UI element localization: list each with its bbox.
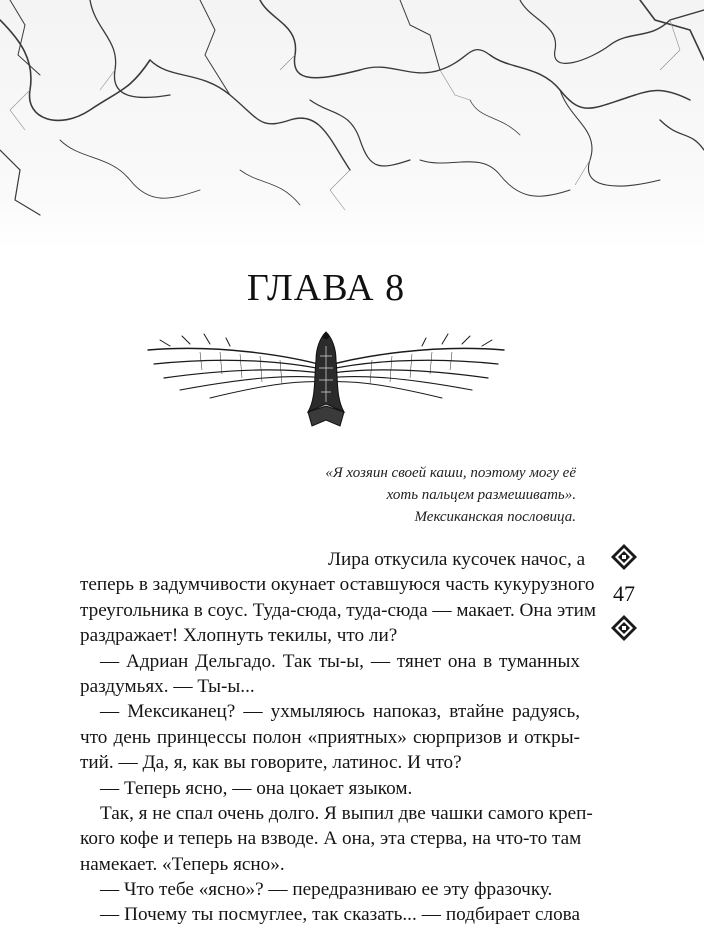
text-line: раздражает! Хлопнуть текилы, что ли? (80, 625, 398, 647)
marble-texture-header (0, 0, 704, 250)
epigraph (236, 462, 576, 528)
text-line: раздумьях. — Ты-ы... (80, 675, 255, 697)
text-line: теперь в задумчивости окунает оставшуюся часть кукурузного (80, 574, 595, 596)
text-line: намекает. «Теперь ясно». (80, 853, 285, 875)
text-line: Так, я не спал очень долго. Я выпил две чашки самого креп- (100, 802, 593, 824)
ornament-top-icon (611, 544, 637, 570)
chapter-body-text (80, 547, 597, 928)
text-line: тий. — Да, я, как вы говорите, латинос. И что? (80, 752, 462, 774)
ornament-bottom-icon (611, 615, 637, 641)
epigraph-line: хоть пальцем размешивать». (386, 487, 576, 503)
chapter-title: ГЛАВА 8 (246, 267, 406, 309)
eagle-illustration (140, 326, 512, 430)
page-number: 47 (613, 581, 635, 606)
text-line: — Мексиканец? — ухмыляюсь напоказ, втайне радуясь, (100, 701, 580, 723)
text-line: — Почему ты посмуглее, так сказать... — подбирает слова (100, 904, 580, 926)
text-line: — Теперь ясно, — она цокает языком. (100, 777, 413, 799)
epigraph-attribution: Мексиканская пословица. (414, 509, 576, 525)
text-line: — Адриан Дельгадо. Так ты-ы, — тянет она в туманных (100, 650, 580, 672)
text-line: что день принцессы полон «приятных» сюрпризов и откры- (80, 726, 580, 748)
text-line: треугольника в соус. Туда-сюда, туда-сюда — макает. Она этим (80, 599, 597, 621)
text-line: Лира откусила кусочек начос, а (328, 549, 586, 570)
page-number-block (606, 544, 642, 646)
text-line: — Что тебе «ясно»? — передразниваю ее эту фразочку. (100, 879, 553, 901)
text-line: кого кофе и теперь на взводе. А она, эта стерва, на что-то там (80, 828, 582, 850)
epigraph-line: «Я хозяин своей каши, поэтому могу её (325, 465, 576, 481)
